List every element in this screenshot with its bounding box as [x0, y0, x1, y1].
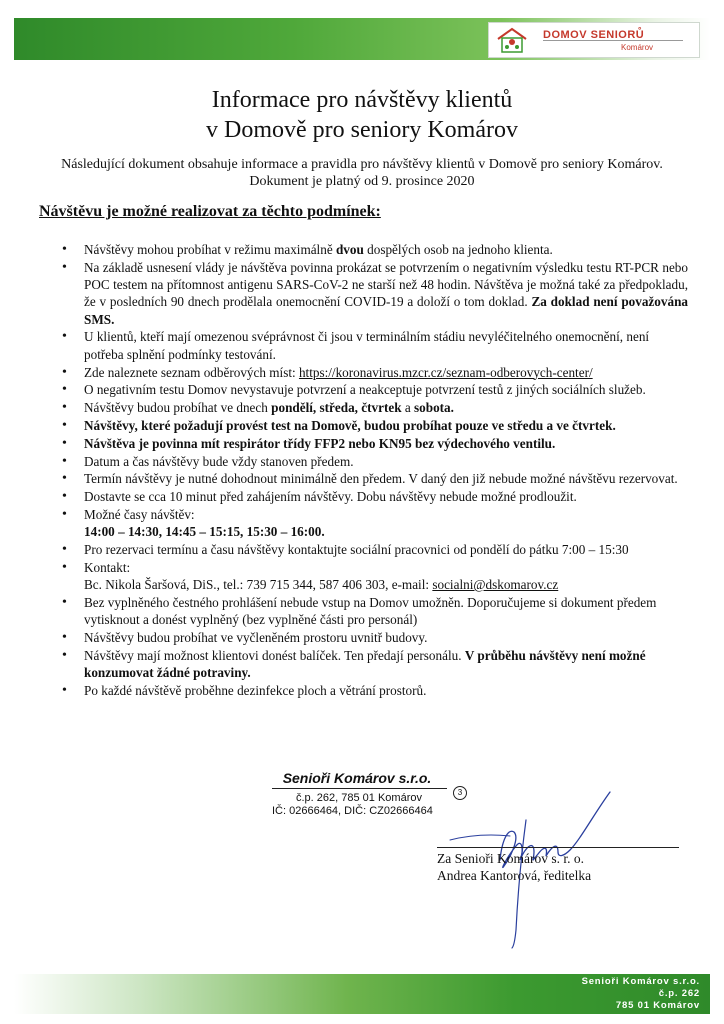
rule-item: • Datum a čas návštěvy bude vždy stanoven předem.	[60, 453, 688, 470]
stamp-company-name: Senioři Komárov s.r.o.	[282, 770, 432, 786]
rule-item: • U klientů, kteří mají omezenou svéprávnost či jsou v terminálním stádiu nevyléčitelného onemocnění, není potřeba splnění podmínky testování.	[60, 328, 688, 363]
rule-item: • Návštěvy budou probíhat ve dnech pondělí, středa, čtvrtek a sobota.	[60, 399, 688, 416]
rule-item: • Po každé návštěvě proběhne dezinfekce ploch a větrání prostorů.	[60, 682, 688, 699]
footer-city: 785 01 Komárov	[615, 1000, 700, 1011]
rule-item: • Dostavte se cca 10 minut před zahájením návštěvy. Dobu návštěvy nebude možné prodloužit.	[60, 488, 688, 505]
house-logo-icon	[495, 26, 529, 54]
footer-house-number: č.p. 262	[658, 988, 700, 999]
testing-sites-link[interactable]: https://koronavirus.mzcr.cz/seznam-odberovych-center/	[298, 364, 593, 380]
footer-address	[582, 976, 700, 1012]
rule-item: • Možné časy návštěv: 14:00 – 14:30, 14:45 – 15:15, 15:30 – 16:00.	[60, 506, 688, 541]
rule-item: • Návštěvy budou probíhat ve vyčleněném prostoru uvnitř budovy.	[60, 629, 688, 646]
email-link[interactable]: socialni@dskomarov.cz	[432, 577, 559, 593]
rule-item: • Návštěvy mají možnost klientovi donést balíček. Ten předají personálu. V průběhu návštěvy není možné konzumovat žádné potraviny.	[60, 647, 688, 682]
rule-item: • Na základě usnesení vlády je návštěva povinna prokázat se potvrzením o negativním výsledku testu RT-PCR nebo POC testem na přítomnost antigenu SARS-CoV-2 ne starší než 48 hodin. Návštěva je možná také za předpokladu, že v posledních 90 dnech prodělala onemocnění COVID-19 a doloží o tom doklad. Za doklad není považována SMS.	[60, 259, 688, 328]
stamp-number: 3	[453, 786, 467, 800]
stamp-ids: IČ: 02666464, DIČ: CZ02666464	[272, 805, 433, 817]
footer-company: Senioři Komárov s.r.o.	[581, 976, 700, 987]
stamp-address: č.p. 262, 785 01 Komárov	[296, 792, 422, 804]
document-title-line2: v Domově pro seniory Komárov	[206, 117, 518, 143]
signature-line	[437, 847, 679, 848]
rule-item: • Kontakt: Bc. Nikola Šaršová, DiS., tel.: 739 715 344, 587 406 303, e-mail: socialni@dskomarov.cz	[60, 559, 688, 594]
signer-company: Za Senioři Komárov s. r. o.	[437, 851, 584, 866]
intro-text	[20, 156, 704, 190]
intro-line2: Dokument je platný od 9. prosince 2020	[249, 174, 475, 189]
rule-item: • O negativním testu Domov nevystavuje potvrzení a neakceptuje potvrzení testů z jiných sociálních služeb.	[60, 381, 688, 398]
logo-divider	[543, 40, 683, 41]
domov-senioru-logo	[488, 22, 700, 58]
rule-item: • Návštěvy mohou probíhat v režimu maximálně dvou dospělých osob na jednoho klienta.	[60, 241, 688, 258]
logo-subtitle: Komárov	[621, 42, 654, 52]
document-title-line1: Informace pro návštěvy klientů	[211, 87, 513, 113]
rule-item: • Návštěvy, které požadují provést test na Domově, budou probíhat pouze ve středu a ve čtvrtek.	[60, 417, 688, 434]
rule-item: • Zde naleznete seznam odběrových míst: https://koronavirus.mzcr.cz/seznam-odberovych-center/	[60, 364, 688, 381]
logo-title: DOMOV SENIORŮ	[543, 28, 645, 41]
signer-block	[437, 850, 591, 884]
intro-line1: Následující dokument obsahuje informace a pravidla pro návštěvy klientů v Domově pro seniory Komárov.	[61, 157, 663, 172]
signer-name-role: Andrea Kantorová, ředitelka	[437, 868, 592, 883]
rule-item: • Pro rezervaci termínu a času návštěvy kontaktujte sociální pracovnici od pondělí do pátku 7:00 – 15:30	[60, 541, 688, 558]
rule-item: • Návštěva je povinna mít respirátor třídy FFP2 nebo KN95 bez výdechového ventilu.	[60, 435, 688, 452]
conditions-heading: Návštěvu je možné realizovat za těchto podmínek:	[39, 203, 381, 220]
rule-item: • Bez vyplněného čestného prohlášení nebude vstup na Domov umožněn. Doporučujeme si dokument předem vytisknout a donést vyplněný (bez vyplněné části pro personál)	[60, 594, 688, 629]
rules-list	[60, 241, 688, 700]
rule-item: • Termín návštěvy je nutné dohodnout minimálně den předem. V daný den již nebude možné návštěvu rezervovat.	[60, 470, 688, 487]
stamp-underline	[272, 788, 447, 789]
